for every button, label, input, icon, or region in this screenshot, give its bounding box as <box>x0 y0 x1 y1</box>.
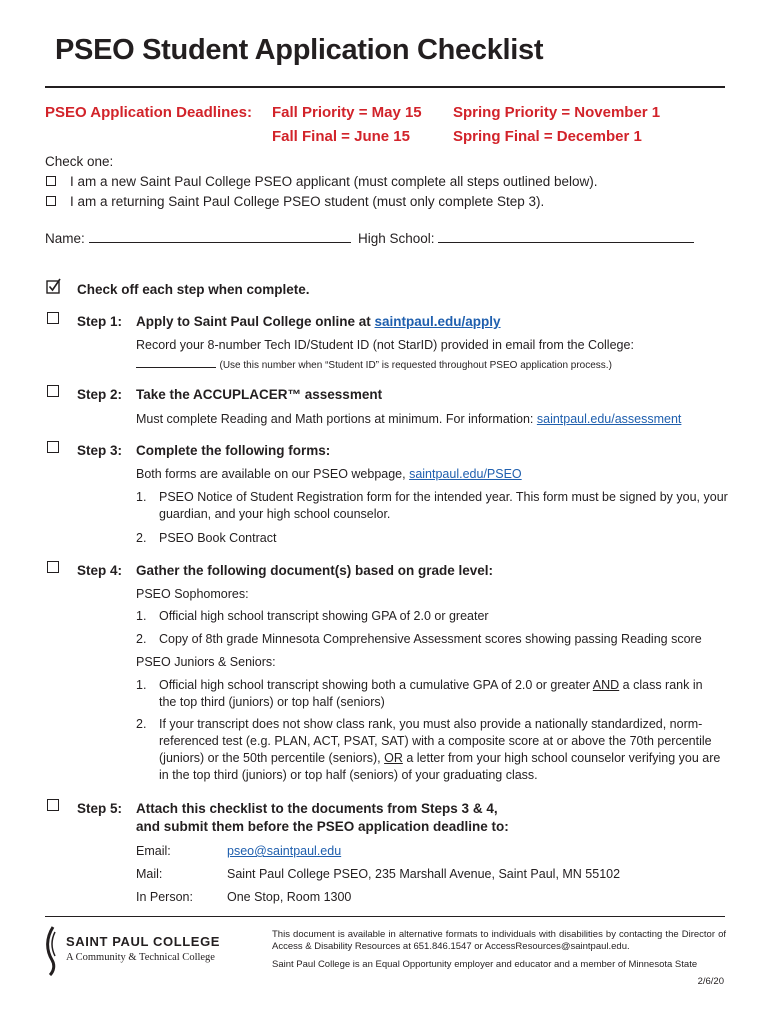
juniors-seniors-label: PSEO Juniors & Seniors: <box>136 655 276 669</box>
list-number: 1. <box>136 490 147 504</box>
fall-priority: Fall Priority = May 15 <box>272 104 422 121</box>
list-item: Copy of 8th grade Minnesota Comprehensive Assessment scores showing passing Reading score <box>159 632 702 646</box>
student-id-note: (Use this number when “Student ID” is requested throughout PSEO application process.) <box>219 360 612 371</box>
check-one-label: Check one: <box>45 154 114 169</box>
test-req-a: If your transcript does not show class rank, you must also provide a nationally standardized, norm-referenced test (e.g. PLAN, ACT, PSAT, SAT) with a composite score at or above the 70th percentile (juniors) or the 50th percentile (seniors), <box>159 717 712 765</box>
transcript-req-a: Official high school transcript showing both a cumulative GPA of 2.0 or greater <box>159 678 593 692</box>
list-item <box>159 716 729 784</box>
list-item: PSEO Book Contract <box>159 531 277 545</box>
step-1-label: Step 1: <box>77 314 123 329</box>
assessment-link[interactable]: saintpaul.edu/assessment <box>536 412 682 426</box>
logo-subtitle: A Community & Technical College <box>66 952 215 963</box>
checkbox-icon[interactable] <box>46 176 56 186</box>
step-4-label: Step 4: <box>77 563 123 578</box>
step-3-title: Complete the following forms: <box>136 443 331 458</box>
school-label: High School: <box>358 231 435 246</box>
list-number: 2. <box>136 531 147 545</box>
registration-form-detail: for the intended year. This form must be signed by you, your guardian, and your high school counselor. <box>159 490 728 521</box>
list-number: 1. <box>136 609 147 623</box>
name-label: Name: <box>45 231 85 246</box>
student-id-blank[interactable] <box>136 356 216 368</box>
logo-mark-icon <box>44 926 62 976</box>
apply-link[interactable]: saintpaul.edu/apply <box>374 314 501 329</box>
step-3-instruction <box>136 466 522 482</box>
test-req-b: a letter from your high school counselor verifying you are in the top third (juniors) or top half (seniors) of your graduating class. <box>159 751 721 782</box>
step-5-title-line-2: and submit them before the PSEO application deadline to: <box>136 819 509 834</box>
deadlines-label: PSEO Application Deadlines: <box>45 104 252 121</box>
in-person-location: One Stop, Room 1300 <box>227 890 352 904</box>
footer-divider <box>45 916 725 917</box>
registration-form-name: PSEO Notice of Student Registration form <box>159 490 392 504</box>
step-2-label: Step 2: <box>77 387 123 402</box>
student-id-field[interactable] <box>136 356 612 374</box>
list-item: Official high school transcript showing GPA of 2.0 or greater <box>159 609 489 623</box>
email-link[interactable]: pseo@saintpaul.edu <box>227 844 342 858</box>
spring-priority: Spring Priority = November 1 <box>453 104 661 121</box>
and-emphasis: AND <box>592 678 620 692</box>
step-5-title-line-1: Attach this checklist to the documents from Steps 3 & 4, <box>136 801 498 816</box>
revision-date: 2/6/20 <box>697 976 724 987</box>
checkbox-icon[interactable] <box>47 561 59 573</box>
alt-formats-notice: This document is available in alternative formats to individuals with disabilities by contacting the Director of Access & Disability Resources at 651.846.1547 or AccessResources@saintpaul.edu. <box>272 929 726 952</box>
step-2-instruction <box>136 411 681 427</box>
name-field[interactable] <box>45 229 351 247</box>
list-number: 2. <box>136 632 147 646</box>
checked-box-icon <box>46 278 62 294</box>
step-2-title: Take the ACCUPLACER™ assessment <box>136 387 383 402</box>
list-number: 1. <box>136 678 147 692</box>
check-off-instruction: Check off each step when complete. <box>77 282 310 297</box>
fall-final: Fall Final = June 15 <box>272 128 410 145</box>
logo-name: SAINT PAUL COLLEGE <box>66 934 221 949</box>
step-4-title: Gather the following document(s) based on grade level: <box>136 563 494 578</box>
in-person-label: In Person: <box>136 890 193 904</box>
new-applicant-option: I am a new Saint Paul College PSEO applicant (must complete all steps outlined below). <box>70 174 598 189</box>
step-5-label: Step 5: <box>77 801 123 816</box>
list-number: 2. <box>136 717 147 731</box>
returning-student-option: I am a returning Saint Paul College PSEO student (must only complete Step 3). <box>70 194 545 209</box>
step-1-instruction: Record your 8-number Tech ID/Student ID (not StarID) provided in email from the College: <box>136 338 634 352</box>
step-1-title <box>136 313 501 330</box>
checkbox-icon[interactable] <box>47 385 59 397</box>
checkbox-icon[interactable] <box>47 799 59 811</box>
step-2-text: Must complete Reading and Math portions at minimum. For information: <box>136 412 537 426</box>
checkbox-icon[interactable] <box>47 441 59 453</box>
list-item <box>159 677 719 711</box>
spring-final: Spring Final = December 1 <box>453 128 642 145</box>
step-3-text: Both forms are available on our PSEO webpage, <box>136 467 410 481</box>
email-label: Email: <box>136 844 171 858</box>
step-3-label: Step 3: <box>77 443 123 458</box>
checkbox-icon[interactable] <box>46 196 56 206</box>
checkbox-icon[interactable] <box>47 312 59 324</box>
school-field[interactable] <box>358 229 694 247</box>
list-item <box>159 489 729 523</box>
sophomores-label: PSEO Sophomores: <box>136 587 249 601</box>
title-divider <box>45 86 725 88</box>
eoe-statement: Saint Paul College is an Equal Opportunity employer and educator and a member of Minnesota State <box>272 959 698 970</box>
pseo-link[interactable]: saintpaul.edu/PSEO <box>409 467 522 481</box>
transcript-req-b: a class rank in the top third (juniors) or top half (seniors) <box>159 678 703 709</box>
name-blank[interactable] <box>89 229 351 243</box>
college-logo <box>44 926 254 976</box>
or-emphasis: OR <box>384 751 403 765</box>
page-title: PSEO Student Application Checklist <box>55 34 544 66</box>
mail-label: Mail: <box>136 867 163 881</box>
step-1-title-text: Apply to Saint Paul College online at <box>136 314 375 329</box>
school-blank[interactable] <box>438 229 694 243</box>
mail-address: Saint Paul College PSEO, 235 Marshall Avenue, Saint Paul, MN 55102 <box>227 867 621 881</box>
